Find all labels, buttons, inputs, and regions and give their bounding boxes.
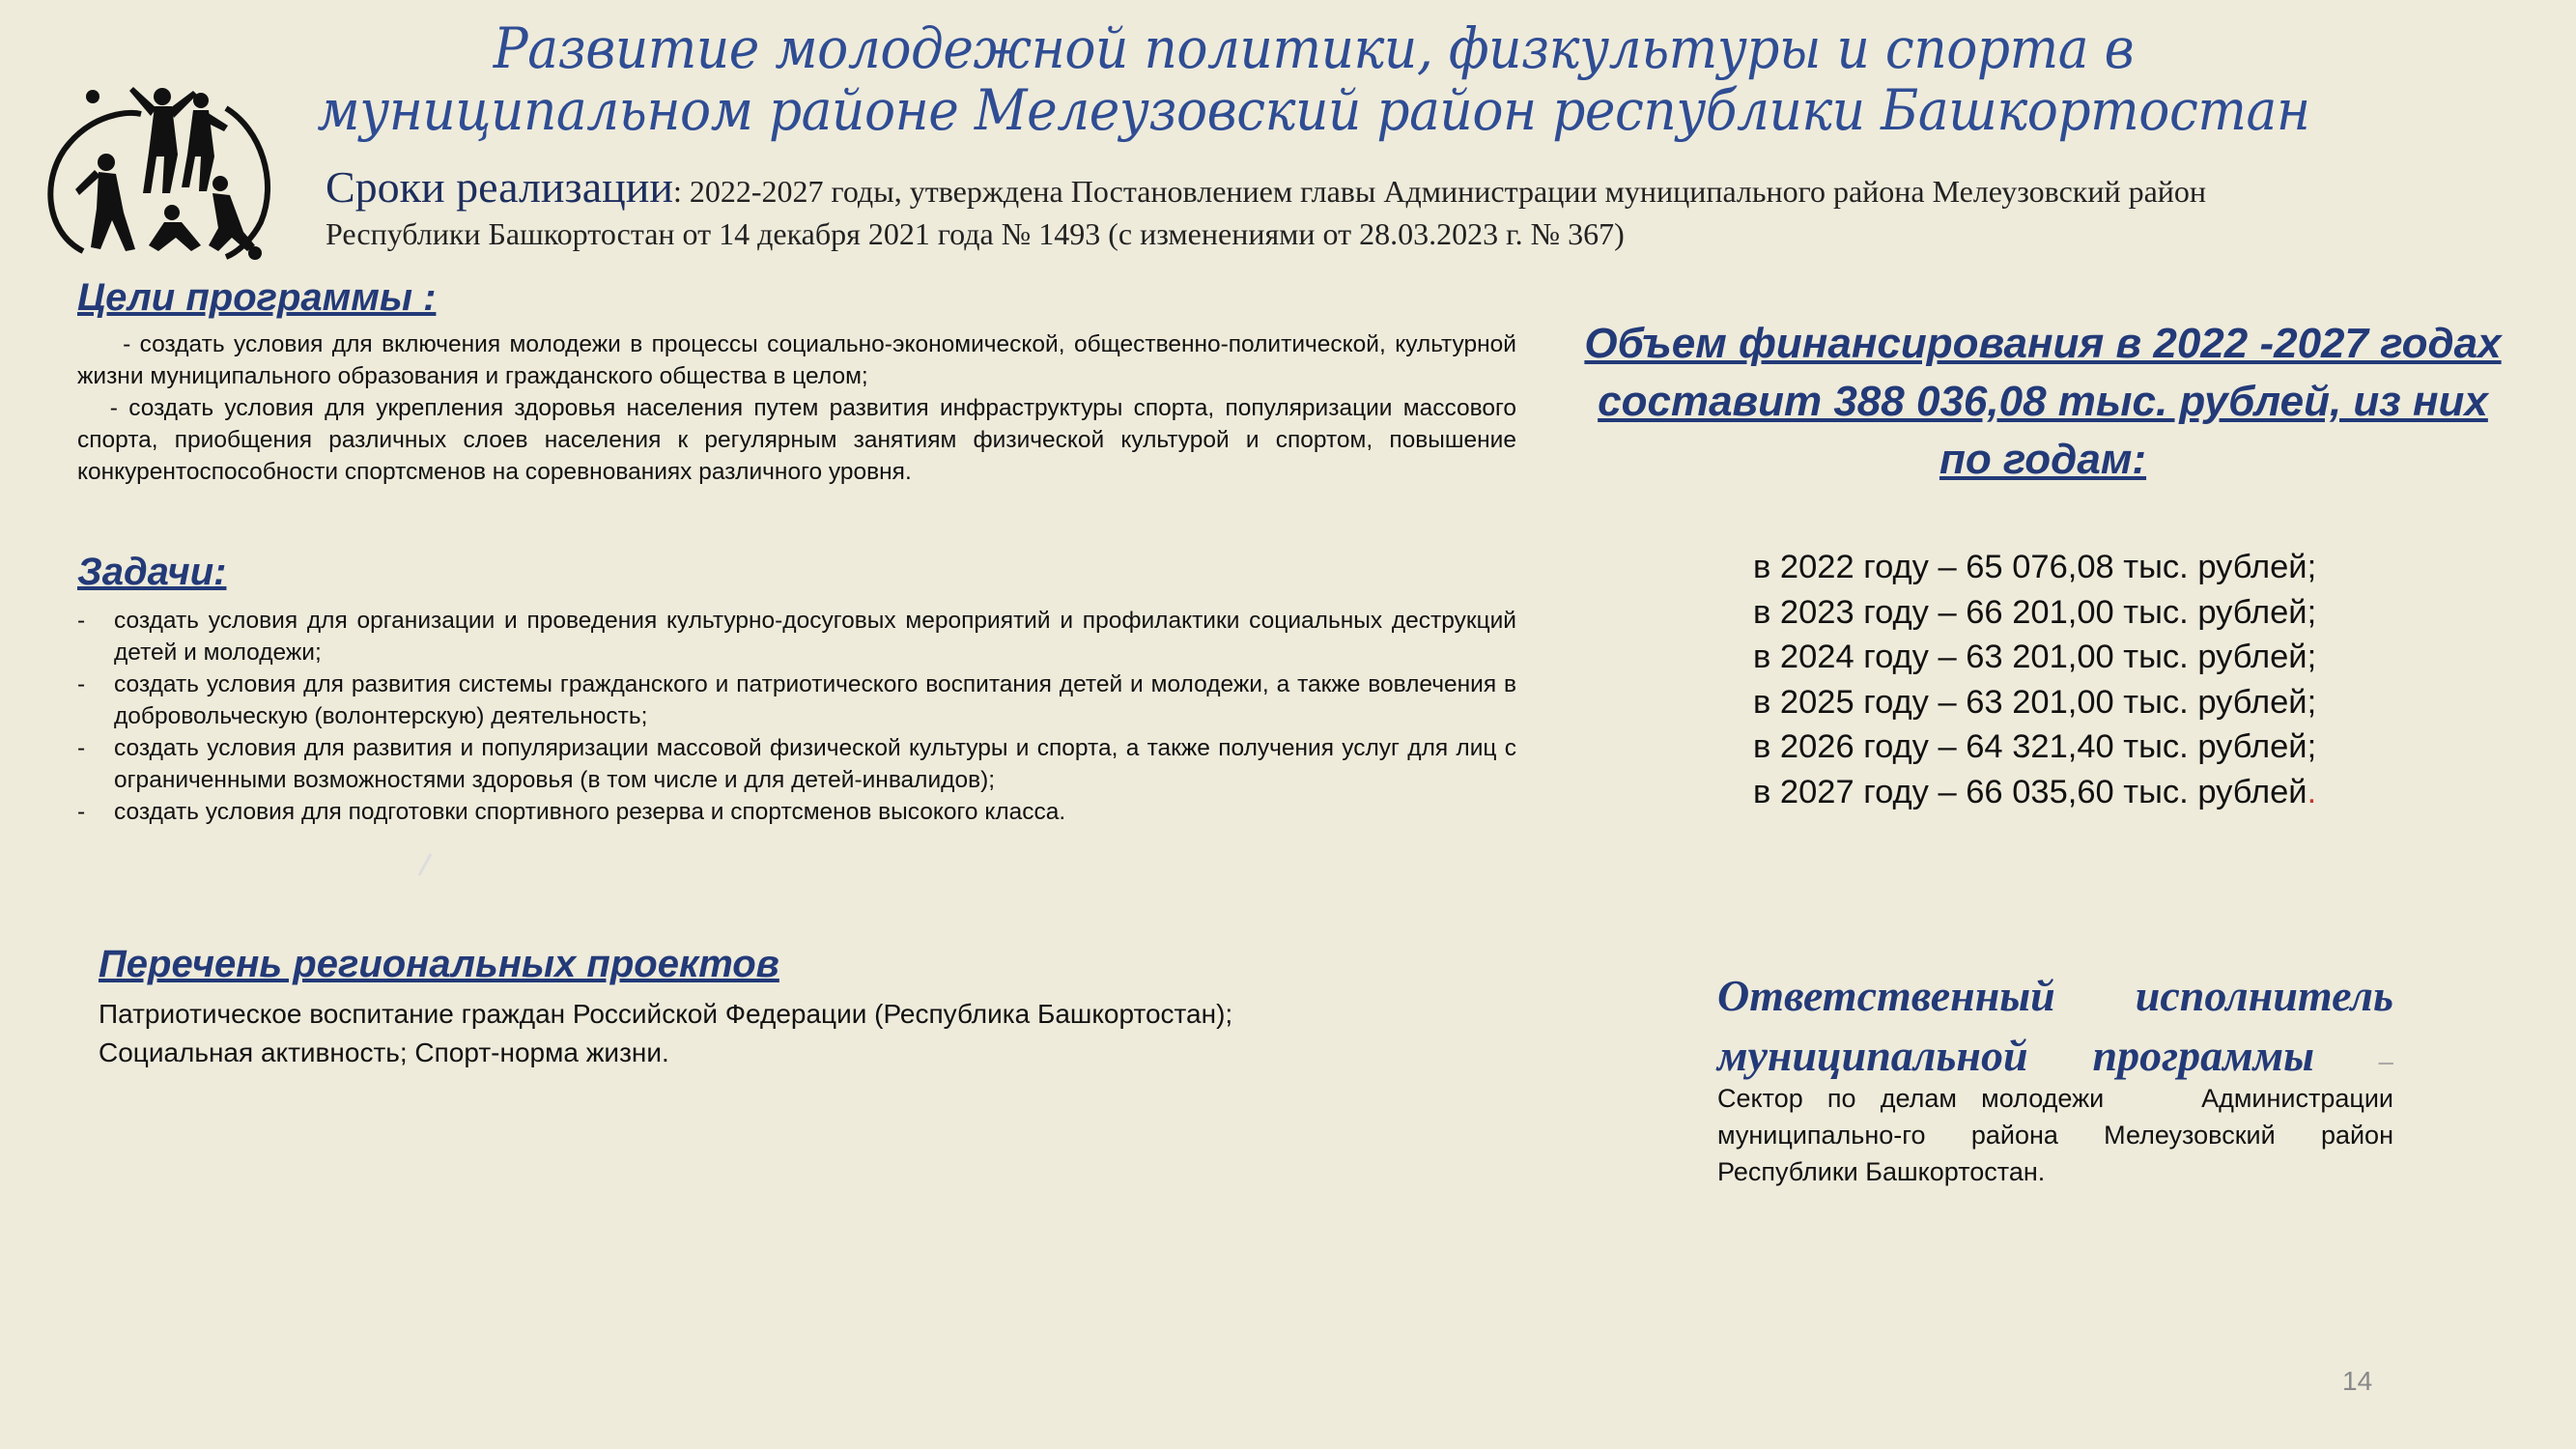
task-item: - создать условия для развития системы гражданского и патриотического воспитания детей и молодежи, а также вовлечения в добровольческую (волонтерскую) деятельность; [77,668,1516,732]
goals-heading: Цели программы : [77,276,437,319]
project-line: Социальная активность; Спорт-норма жизни. [99,1037,669,1067]
page-number: 14 [2342,1366,2373,1396]
final-period: . [2307,773,2317,810]
period-line1: : 2022-2027 годы, утверждена Постановлением главы Администрации муниципального района Мелеузовский район [672,174,2207,209]
responsible-dash: – [2379,1045,2393,1077]
goal-item: - создать условия для включения молодежи в процессы социально-экономической, общественно-политической, культурной жизни муниципального образования и гражданского общества в целом; [77,331,1523,389]
project-line: Патриотическое воспитание граждан Российской Федерации (Республика Башкортостан); [99,999,1233,1029]
responsible-heading-text: Ответственный исполнитель муниципальной программы [1717,971,2393,1080]
funding-year-2024: в 2024 году – 63 201,00 тыс. рублей; [1753,639,2317,675]
implementation-period [326,162,2364,255]
funding-year-2023: в 2023 году – 66 201,00 тыс. рублей; [1753,593,2317,631]
projects-heading: Перечень региональных проектов [99,943,779,985]
goal-item: - создать условия для укрепления здоровья населения путем развития инфраструктуры спорта, популяризации массового спорта, приобщения различных слоев населения к регулярным занятиям физической культурой и спортом, повышение конкурентоспособности спортсменов на соревнованиях различного уровня. [77,395,1523,485]
task-item: - создать условия для развития и популяризации массовой физической культуры и спорта, а также получения услуг для лиц с ограниченными возможностями здоровья (в том числе и для детей-инвалидов); [77,732,1516,796]
funding-year-2027-row [1753,770,2352,815]
projects-list [99,995,1354,1072]
task-item: - создать условия для подготовки спортивного резерва и спортсменов высокого класса. [77,796,1516,828]
funding-year-2026: в 2026 году – 64 321,40 тыс. рублей; [1753,728,2317,765]
task-item: - создать условия для организации и проведения культурно-досуговых мероприятий и профилактики социальных деструкций детей и молодежи; [77,605,1516,668]
funding-year-2022: в 2022 году – 65 076,08 тыс. рублей; [1753,549,2317,585]
funding-years [1753,545,2352,814]
page-title: Развитие молодежной политики, физкультуры и спорта в муниципальном районе Мелеузовский район республики Башкортостан [317,15,2310,143]
goals-list [77,328,1523,488]
period-line2: Республики Башкортостан от 14 декабря 2021 года № 1493 (с изменениями от 28.03.2023 г. № 367) [326,216,1625,251]
funding-year-2027: в 2027 году – 66 035,60 тыс. рублей [1753,773,2307,810]
responsible-text: Сектор по делам молодежи Администрации муниципально-го района Мелеузовский район Республики Башкортостан. [1717,1084,2401,1186]
funding-heading: Объем финансирования в 2022 -2027 годах составит 388 036,08 тыс. рублей, из них по годам: [1584,320,2502,483]
tasks-list [77,605,1516,828]
period-label: Сроки реализации [326,162,673,212]
stray-mark [415,850,435,879]
funding-year-2025: в 2025 году – 63 201,00 тыс. рублей; [1753,683,2317,721]
responsible-heading [1717,966,2393,1092]
tasks-heading: Задачи: [77,551,227,593]
sports-silhouettes-logo [37,87,278,263]
